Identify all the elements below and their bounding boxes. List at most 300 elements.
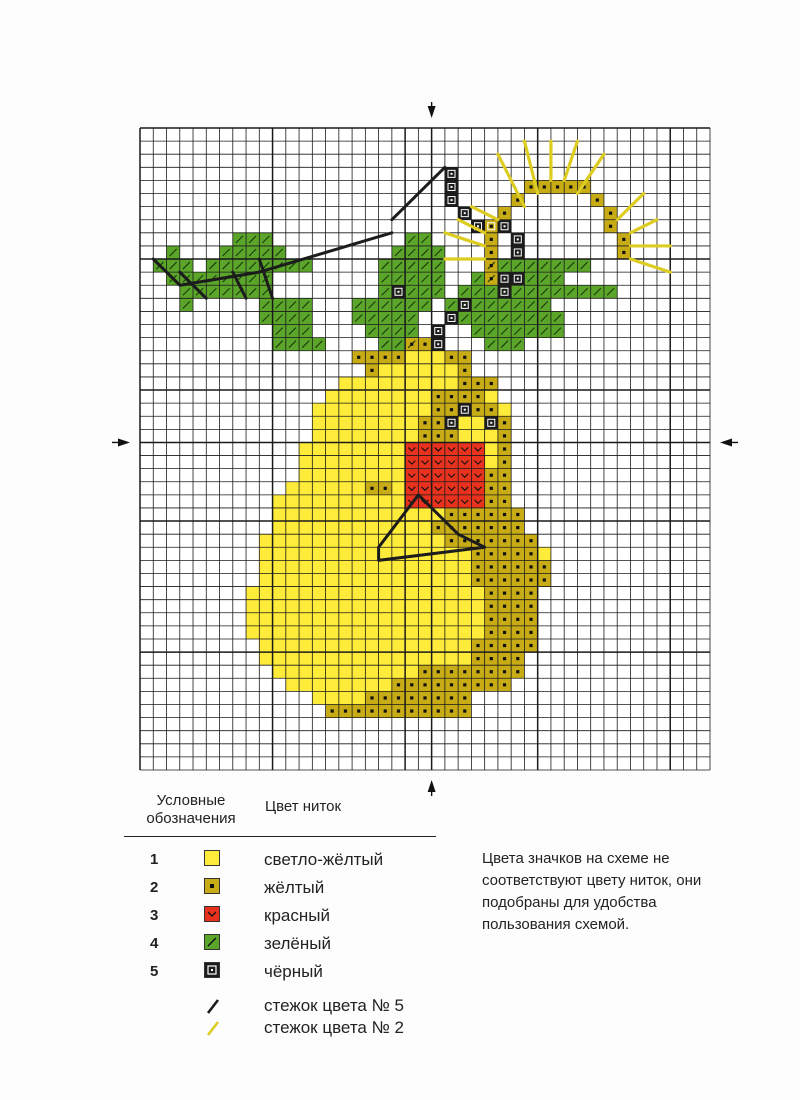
dot-symbol: [503, 657, 506, 660]
dot-symbol: [463, 696, 466, 699]
dot-symbol: [490, 487, 493, 490]
dot-symbol: [609, 212, 612, 215]
dot-symbol: [437, 709, 440, 712]
black-stitch-icon: [206, 997, 220, 1015]
dot-symbol: [529, 605, 532, 608]
stitch-cell: [286, 534, 299, 547]
stitch-cell: [405, 534, 418, 547]
dot-symbol: [503, 212, 506, 215]
dot-symbol: [503, 565, 506, 568]
dot-symbol: [476, 578, 479, 581]
square-dot-symbol: [437, 330, 439, 332]
stitch-cell: [471, 613, 484, 626]
stitch-cell: [312, 613, 325, 626]
stitch-cell: [365, 416, 378, 429]
dot-symbol: [490, 592, 493, 595]
stitch-cell: [392, 534, 405, 547]
dot-symbol: [423, 709, 426, 712]
stitch-cell: [286, 573, 299, 586]
stitch-cell: [392, 482, 405, 495]
stitch-cell: [365, 652, 378, 665]
dot-symbol: [463, 683, 466, 686]
stitch-cell: [379, 573, 392, 586]
stitch-cell: [379, 469, 392, 482]
stitch-cell: [299, 652, 312, 665]
stitch-cell: [485, 456, 498, 469]
dot-symbol: [437, 434, 440, 437]
stitch-cell: [392, 390, 405, 403]
square-dot-symbol: [504, 291, 506, 293]
dot-symbol: [569, 185, 572, 188]
dot-symbol: [516, 670, 519, 673]
stitch-cell: [299, 482, 312, 495]
stitch-cell: [418, 469, 431, 482]
dot-symbol: [476, 408, 479, 411]
stitch-cell: [326, 678, 339, 691]
stitch-cell: [418, 521, 431, 534]
stitch-cell: [273, 573, 286, 586]
stitch-cell: [379, 678, 392, 691]
dot-symbol: [529, 578, 532, 581]
stitch-cell: [471, 495, 484, 508]
dot-symbol: [490, 644, 493, 647]
dot-symbol: [476, 644, 479, 647]
stitch-cell: [392, 495, 405, 508]
stitch-cell: [312, 573, 325, 586]
stitch-cell: [326, 482, 339, 495]
square-dot-symbol: [504, 225, 506, 227]
dot-symbol: [450, 670, 453, 673]
dot-symbol: [410, 343, 413, 346]
stitch-cell: [246, 600, 259, 613]
dot-symbol: [370, 356, 373, 359]
dot-symbol: [384, 487, 387, 490]
dot-symbol: [437, 526, 440, 529]
stitch-cell: [458, 613, 471, 626]
stitch-cell: [418, 390, 431, 403]
square-dot-symbol: [397, 291, 399, 293]
stitch-cell: [339, 691, 352, 704]
dot-symbol: [463, 513, 466, 516]
stitch-cell: [339, 652, 352, 665]
dot-symbol: [450, 513, 453, 516]
dot-symbol: [622, 238, 625, 241]
stitch-cell: [405, 416, 418, 429]
stitch-cell: [352, 691, 365, 704]
stitch-cell: [312, 469, 325, 482]
dot-symbol: [503, 578, 506, 581]
stitch-cell: [299, 626, 312, 639]
dot-symbol: [476, 513, 479, 516]
stitch-cell: [392, 456, 405, 469]
dot-symbol: [463, 526, 466, 529]
stitch-cell: [445, 364, 458, 377]
dot-symbol: [503, 605, 506, 608]
dot-symbol: [463, 356, 466, 359]
dot-symbol: [370, 369, 373, 372]
stitch-cell: [471, 429, 484, 442]
stitch-cell: [392, 429, 405, 442]
stitch-cell: [312, 521, 325, 534]
stitch-cell: [352, 508, 365, 521]
stitch-cell: [445, 600, 458, 613]
stitch-cell: [339, 377, 352, 390]
stitch-cell: [352, 377, 365, 390]
stitch-cell: [286, 600, 299, 613]
dot-symbol: [450, 356, 453, 359]
dot-symbol: [490, 565, 493, 568]
stitch-cell: [259, 613, 272, 626]
stitch-cell: [246, 587, 259, 600]
stitch-cell: [312, 587, 325, 600]
stitch-cell: [485, 390, 498, 403]
stitch-cell: [352, 416, 365, 429]
stitch-cell: [445, 482, 458, 495]
stitch-cell: [379, 587, 392, 600]
stitch-cell: [352, 652, 365, 665]
dot-symbol: [397, 709, 400, 712]
stitch-cell: [286, 626, 299, 639]
stitch-cell: [445, 587, 458, 600]
stitch-cell: [273, 665, 286, 678]
stitch-cell: [365, 665, 378, 678]
stitch-cell: [259, 573, 272, 586]
yellow-dot-swatch-icon: [204, 878, 220, 894]
stitch-cell: [379, 665, 392, 678]
stitch-cell: [458, 482, 471, 495]
stitch-cell: [405, 390, 418, 403]
dot-symbol: [476, 526, 479, 529]
stitch-cell: [365, 521, 378, 534]
stitch-cell: [365, 587, 378, 600]
dot-symbol: [503, 592, 506, 595]
stitch-cell: [273, 534, 286, 547]
dot-symbol: [450, 696, 453, 699]
stitch-cell: [432, 456, 445, 469]
stitch-cell: [312, 639, 325, 652]
stitch-cell: [392, 364, 405, 377]
stitch-cells: [140, 128, 710, 770]
stitch-cell: [312, 678, 325, 691]
light-yellow-swatch-icon: [204, 850, 220, 866]
stitch-cell: [339, 403, 352, 416]
stitch-cell: [498, 403, 511, 416]
stitch-cell: [273, 547, 286, 560]
square-dot-symbol: [490, 422, 492, 424]
dot-symbol: [437, 395, 440, 398]
stitch-cell: [312, 442, 325, 455]
stitch-cell: [445, 613, 458, 626]
stitch-cell: [352, 613, 365, 626]
dot-symbol: [437, 696, 440, 699]
stitch-cell: [352, 521, 365, 534]
stitch-cell: [432, 377, 445, 390]
stitch-cell: [418, 482, 431, 495]
dot-symbol: [423, 696, 426, 699]
dot-symbol: [476, 382, 479, 385]
dot-symbol: [516, 644, 519, 647]
dot-symbol: [503, 474, 506, 477]
stitch-cell: [352, 560, 365, 573]
dot-symbol: [463, 382, 466, 385]
stitch-cell: [299, 600, 312, 613]
stitch-cell: [445, 626, 458, 639]
stitch-cell: [326, 390, 339, 403]
stitch-cell: [312, 416, 325, 429]
stitch-cell: [445, 495, 458, 508]
dot-symbol: [503, 631, 506, 634]
dot-symbol: [384, 709, 387, 712]
stitch-cell: [471, 416, 484, 429]
legend-label: стежок цвета № 2: [264, 1018, 405, 1037]
stitch-cell: [405, 587, 418, 600]
square-dot-symbol: [464, 304, 466, 306]
stitch-cell: [365, 495, 378, 508]
dot-symbol: [384, 356, 387, 359]
stitch-cell: [432, 600, 445, 613]
dot-symbol: [370, 696, 373, 699]
dot-symbol: [516, 592, 519, 595]
dot-symbol: [622, 251, 625, 254]
stitch-cell: [312, 429, 325, 442]
stitch-cell: [339, 416, 352, 429]
dot-symbol: [423, 434, 426, 437]
dot-symbol: [529, 185, 532, 188]
stitch-cell: [326, 521, 339, 534]
stitch-cell: [299, 573, 312, 586]
stitch-cell: [299, 560, 312, 573]
dot-symbol: [490, 578, 493, 581]
dot-symbol: [384, 696, 387, 699]
stitch-cell: [379, 626, 392, 639]
stitch-cell: [365, 403, 378, 416]
stitch-cell: [326, 691, 339, 704]
stitch-cell: [299, 456, 312, 469]
stitch-cell: [299, 469, 312, 482]
stitch-cell: [352, 482, 365, 495]
stitch-cell: [432, 495, 445, 508]
stitch-cell: [365, 390, 378, 403]
stitch-cell: [339, 456, 352, 469]
stitch-cell: [352, 442, 365, 455]
dot-symbol: [437, 683, 440, 686]
stitch-cell: [326, 573, 339, 586]
dot-symbol: [490, 631, 493, 634]
stitch-cell: [405, 429, 418, 442]
square-dot-symbol: [517, 251, 519, 253]
dot-symbol: [423, 421, 426, 424]
stitch-cell: [352, 678, 365, 691]
dot-symbol: [490, 513, 493, 516]
legend-label: светло-жёлтый: [264, 850, 384, 869]
stitch-cell: [352, 429, 365, 442]
stitch-cell: [392, 639, 405, 652]
legend-thread-header: Цвет ниток: [265, 798, 342, 815]
stitch-cell: [312, 560, 325, 573]
stitch-cell: [432, 534, 445, 547]
legend-number: 4: [150, 935, 159, 952]
stitch-cell: [405, 652, 418, 665]
stitch-cell: [312, 547, 325, 560]
stitch-cell: [259, 639, 272, 652]
stitch-cell: [432, 351, 445, 364]
square-dot-symbol: [437, 343, 439, 345]
stitch-cell: [432, 652, 445, 665]
stitch-cell: [312, 403, 325, 416]
dot-symbol: [516, 657, 519, 660]
stitch-cell: [299, 495, 312, 508]
legend-label: стежок цвета № 5: [264, 996, 405, 1015]
legend-label: жёлтый: [264, 878, 325, 897]
dot-symbol: [503, 683, 506, 686]
stitch-cell: [405, 377, 418, 390]
dot-symbol: [503, 500, 506, 503]
stitch-cell: [445, 639, 458, 652]
stitch-cell: [445, 469, 458, 482]
stitch-cell: [299, 665, 312, 678]
stitch-cell: [312, 456, 325, 469]
stitch-cell: [445, 547, 458, 560]
dot-symbol: [490, 500, 493, 503]
stitch-cell: [445, 456, 458, 469]
stitch-cell: [471, 442, 484, 455]
stitch-cell: [471, 469, 484, 482]
dot-symbol: [476, 395, 479, 398]
stitch-cell: [379, 377, 392, 390]
stitch-cell: [259, 534, 272, 547]
stitch-cell: [286, 508, 299, 521]
stitch-cell: [339, 639, 352, 652]
stitch-cell: [392, 587, 405, 600]
stitch-cell: [352, 534, 365, 547]
legend-number: 5: [150, 963, 159, 980]
stitch-cell: [432, 482, 445, 495]
stitch-cell: [299, 678, 312, 691]
stitch-cell: [432, 469, 445, 482]
square-dot-symbol: [464, 212, 466, 214]
stitch-cell: [339, 613, 352, 626]
stitch-cell: [299, 534, 312, 547]
dot-symbol: [463, 709, 466, 712]
stitch-cell: [273, 600, 286, 613]
stitch-cell: [299, 613, 312, 626]
stitch-cell: [326, 495, 339, 508]
stitch-cell: [379, 390, 392, 403]
dot-symbol: [516, 513, 519, 516]
stitch-cell: [392, 469, 405, 482]
dot-symbol: [397, 683, 400, 686]
stitch-cell: [432, 587, 445, 600]
dot-symbol: [357, 356, 360, 359]
stitch-cell: [405, 456, 418, 469]
stitch-cell: [432, 364, 445, 377]
dot-symbol: [450, 408, 453, 411]
stitch-cell: [379, 442, 392, 455]
dot-symbol: [490, 539, 493, 542]
stitch-cell: [458, 573, 471, 586]
dot-symbol: [503, 670, 506, 673]
dot-symbol: [463, 369, 466, 372]
stitch-cell: [365, 429, 378, 442]
dot-symbol: [516, 526, 519, 529]
stitch-cell: [418, 560, 431, 573]
dot-symbol: [490, 225, 493, 228]
dot-symbol: [490, 670, 493, 673]
stitch-cell: [286, 652, 299, 665]
stitch-cell: [458, 429, 471, 442]
stitch-cell: [259, 587, 272, 600]
dot-symbol: [490, 408, 493, 411]
dot-symbol: [423, 683, 426, 686]
stitch-cell: [379, 600, 392, 613]
dot-symbol: [503, 539, 506, 542]
stitch-cell: [405, 665, 418, 678]
square-dot-symbol: [517, 238, 519, 240]
stitch-cell: [379, 416, 392, 429]
legend-number: 2: [150, 879, 159, 896]
stitch-cell: [365, 508, 378, 521]
stitch-cell: [273, 652, 286, 665]
stitch-cell: [405, 639, 418, 652]
dot-symbol: [529, 644, 532, 647]
stitch-cell: [458, 442, 471, 455]
dot-symbol: [490, 474, 493, 477]
stitch-cell: [405, 482, 418, 495]
dot-symbol: [423, 670, 426, 673]
stitch-cell: [312, 534, 325, 547]
stitch-cell: [339, 429, 352, 442]
stitch-cell: [326, 416, 339, 429]
stitch-cell: [352, 626, 365, 639]
dot-symbol: [476, 657, 479, 660]
dot-symbol: [437, 421, 440, 424]
stitch-cell: [326, 456, 339, 469]
stitch-cell: [485, 429, 498, 442]
stitch-cell: [405, 547, 418, 560]
stitch-cell: [286, 665, 299, 678]
stitch-cell: [418, 600, 431, 613]
stitch-cell: [418, 626, 431, 639]
stitch-cell: [246, 613, 259, 626]
stitch-cell: [405, 600, 418, 613]
legend-number: 3: [150, 907, 159, 924]
legend-symbols-header: Условные обозначения: [146, 792, 236, 827]
stitch-cell: [432, 560, 445, 573]
dot-symbol: [490, 552, 493, 555]
stitch-cell: [471, 456, 484, 469]
stitch-cell: [273, 508, 286, 521]
stitch-cell: [273, 587, 286, 600]
stitch-cell: [312, 495, 325, 508]
stitch-cell: [432, 639, 445, 652]
stitch-cell: [365, 573, 378, 586]
stitch-cell: [273, 495, 286, 508]
stitch-cell: [365, 600, 378, 613]
stitch-cell: [339, 600, 352, 613]
stitch-cell: [326, 547, 339, 560]
dot-symbol: [503, 513, 506, 516]
dot-symbol: [516, 605, 519, 608]
dot-symbol: [476, 683, 479, 686]
stitch-cell: [379, 508, 392, 521]
stitch-cell: [458, 652, 471, 665]
stitch-cell: [339, 390, 352, 403]
stitch-cell: [432, 626, 445, 639]
stitch-cell: [432, 442, 445, 455]
stitch-cell: [312, 652, 325, 665]
stitch-cell: [312, 482, 325, 495]
stitch-cell: [365, 626, 378, 639]
